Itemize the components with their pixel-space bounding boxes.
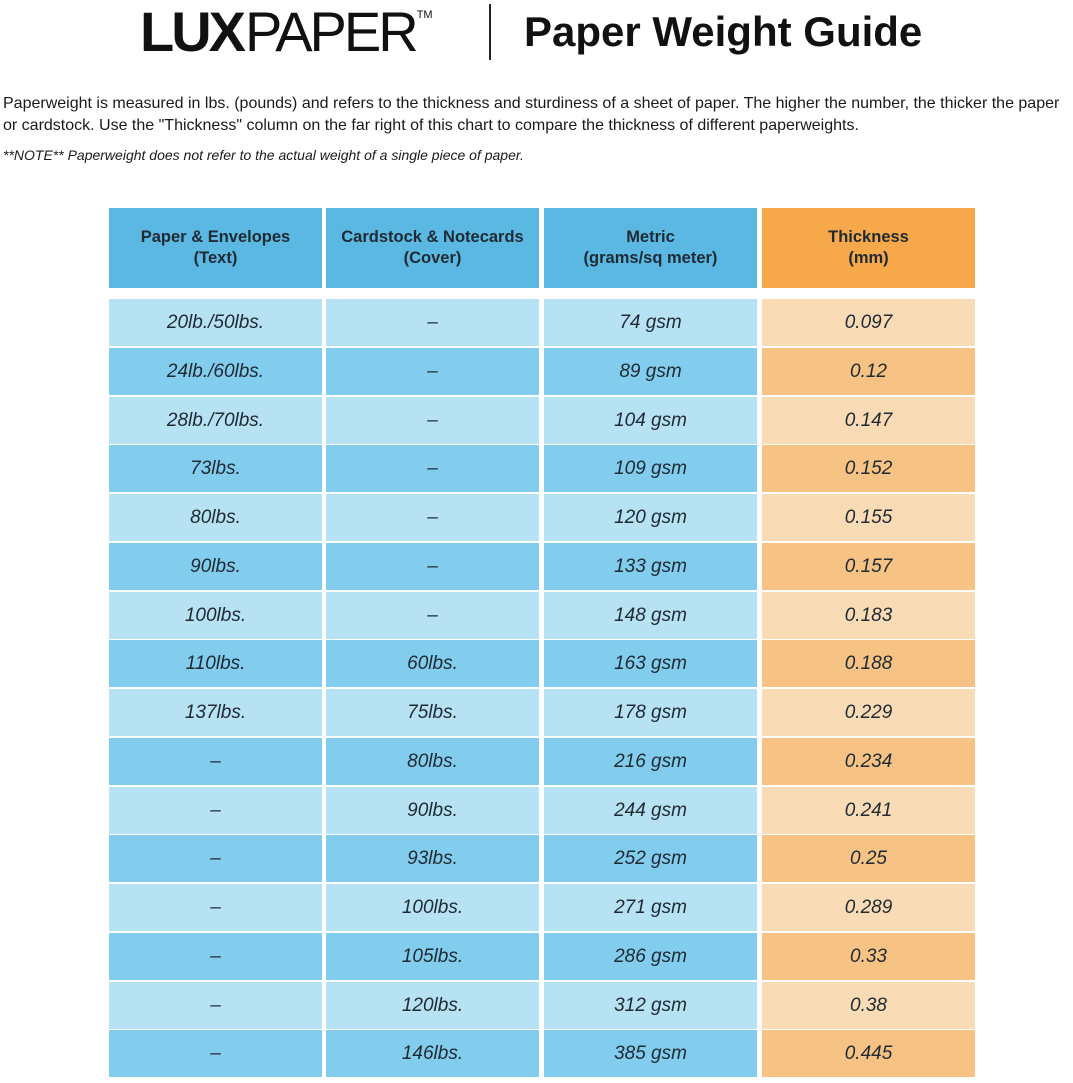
metric-cell: 216 gsm (544, 738, 757, 785)
thickness-cell: 0.445 (762, 1030, 975, 1077)
cardstock-weight-cell: – (326, 543, 539, 590)
header-divider (489, 4, 491, 60)
header-paper-envelopes: Paper & Envelopes (Text) (109, 208, 322, 288)
thickness-cell: 0.229 (762, 689, 975, 736)
metric-cell: 109 gsm (544, 445, 757, 492)
metric-cell: 104 gsm (544, 397, 757, 444)
cardstock-weight-cell: – (326, 348, 539, 395)
paper-weight-cell: 137lbs. (109, 689, 322, 736)
thickness-cell: 0.147 (762, 397, 975, 444)
cardstock-weight-cell: – (326, 299, 539, 346)
logo-trademark: TM (416, 9, 433, 21)
paper-weight-cell: – (109, 982, 322, 1029)
metric-cell: 385 gsm (544, 1030, 757, 1077)
paper-weight-cell: 24lb./60lbs. (109, 348, 322, 395)
thickness-cell: 0.097 (762, 299, 975, 346)
paper-weight-cell: – (109, 738, 322, 785)
thickness-cell: 0.155 (762, 494, 975, 541)
paper-weight-cell: 80lbs. (109, 494, 322, 541)
cardstock-weight-cell: 105lbs. (326, 933, 539, 980)
cardstock-weight-cell: 93lbs. (326, 835, 539, 882)
cardstock-weight-cell: 100lbs. (326, 884, 539, 931)
intro-paragraph: Paperweight is measured in lbs. (pounds) and refers to the thickness and sturdiness of a sheet of paper. The higher the number, the thicker the paper or cardstock. Use the "Thickness" column on the far right of this chart to compare the thickness of different paperweights. (3, 95, 1060, 134)
paper-weight-cell: 73lbs. (109, 445, 322, 492)
paper-weight-cell: 90lbs. (109, 543, 322, 590)
metric-cell: 178 gsm (544, 689, 757, 736)
header (0, 0, 1073, 64)
paper-weight-cell: – (109, 835, 322, 882)
cardstock-weight-cell: 90lbs. (326, 787, 539, 834)
paper-weight-cell: – (109, 933, 322, 980)
header-metric: Metric (grams/sq meter) (544, 208, 757, 288)
cardstock-weight-cell: 80lbs. (326, 738, 539, 785)
paper-weight-cell: – (109, 884, 322, 931)
thickness-cell: 0.12 (762, 348, 975, 395)
header-thickness: Thickness (mm) (762, 208, 975, 288)
paper-weight-table (109, 208, 975, 1080)
thickness-cell: 0.152 (762, 445, 975, 492)
thickness-cell: 0.25 (762, 835, 975, 882)
paper-weight-cell: 28lb./70lbs. (109, 397, 322, 444)
paper-weight-cell: 20lb./50lbs. (109, 299, 322, 346)
page-title: Paper Weight Guide (524, 8, 923, 55)
metric-cell: 163 gsm (544, 640, 757, 687)
cardstock-weight-cell: 60lbs. (326, 640, 539, 687)
thickness-cell: 0.157 (762, 543, 975, 590)
metric-cell: 148 gsm (544, 592, 757, 639)
metric-cell: 312 gsm (544, 982, 757, 1029)
metric-cell: 89 gsm (544, 348, 757, 395)
logo-lux-text: LUX (140, 0, 243, 63)
thickness-cell: 0.188 (762, 640, 975, 687)
thickness-cell: 0.183 (762, 592, 975, 639)
paper-weight-cell: 100lbs. (109, 592, 322, 639)
note-text: **NOTE** Paperweight does not refer to the actual weight of a single piece of paper. (3, 147, 524, 163)
luxpaper-logo (140, 2, 433, 62)
cardstock-weight-cell: 120lbs. (326, 982, 539, 1029)
metric-cell: 120 gsm (544, 494, 757, 541)
thickness-cell: 0.289 (762, 884, 975, 931)
thickness-cell: 0.241 (762, 787, 975, 834)
metric-cell: 286 gsm (544, 933, 757, 980)
header-cardstock-notecards: Cardstock & Notecards (Cover) (326, 208, 539, 288)
metric-cell: 244 gsm (544, 787, 757, 834)
paper-weight-cell: 110lbs. (109, 640, 322, 687)
cardstock-weight-cell: 146lbs. (326, 1030, 539, 1077)
metric-cell: 252 gsm (544, 835, 757, 882)
metric-cell: 271 gsm (544, 884, 757, 931)
thickness-cell: 0.234 (762, 738, 975, 785)
cardstock-weight-cell: – (326, 592, 539, 639)
cardstock-weight-cell: 75lbs. (326, 689, 539, 736)
cardstock-weight-cell: – (326, 445, 539, 492)
cardstock-weight-cell: – (326, 397, 539, 444)
cardstock-weight-cell: – (326, 494, 539, 541)
logo-paper-text: PAPER (245, 0, 416, 63)
paper-weight-cell: – (109, 787, 322, 834)
metric-cell: 74 gsm (544, 299, 757, 346)
thickness-cell: 0.33 (762, 933, 975, 980)
metric-cell: 133 gsm (544, 543, 757, 590)
paper-weight-cell: – (109, 1030, 322, 1077)
thickness-cell: 0.38 (762, 982, 975, 1029)
